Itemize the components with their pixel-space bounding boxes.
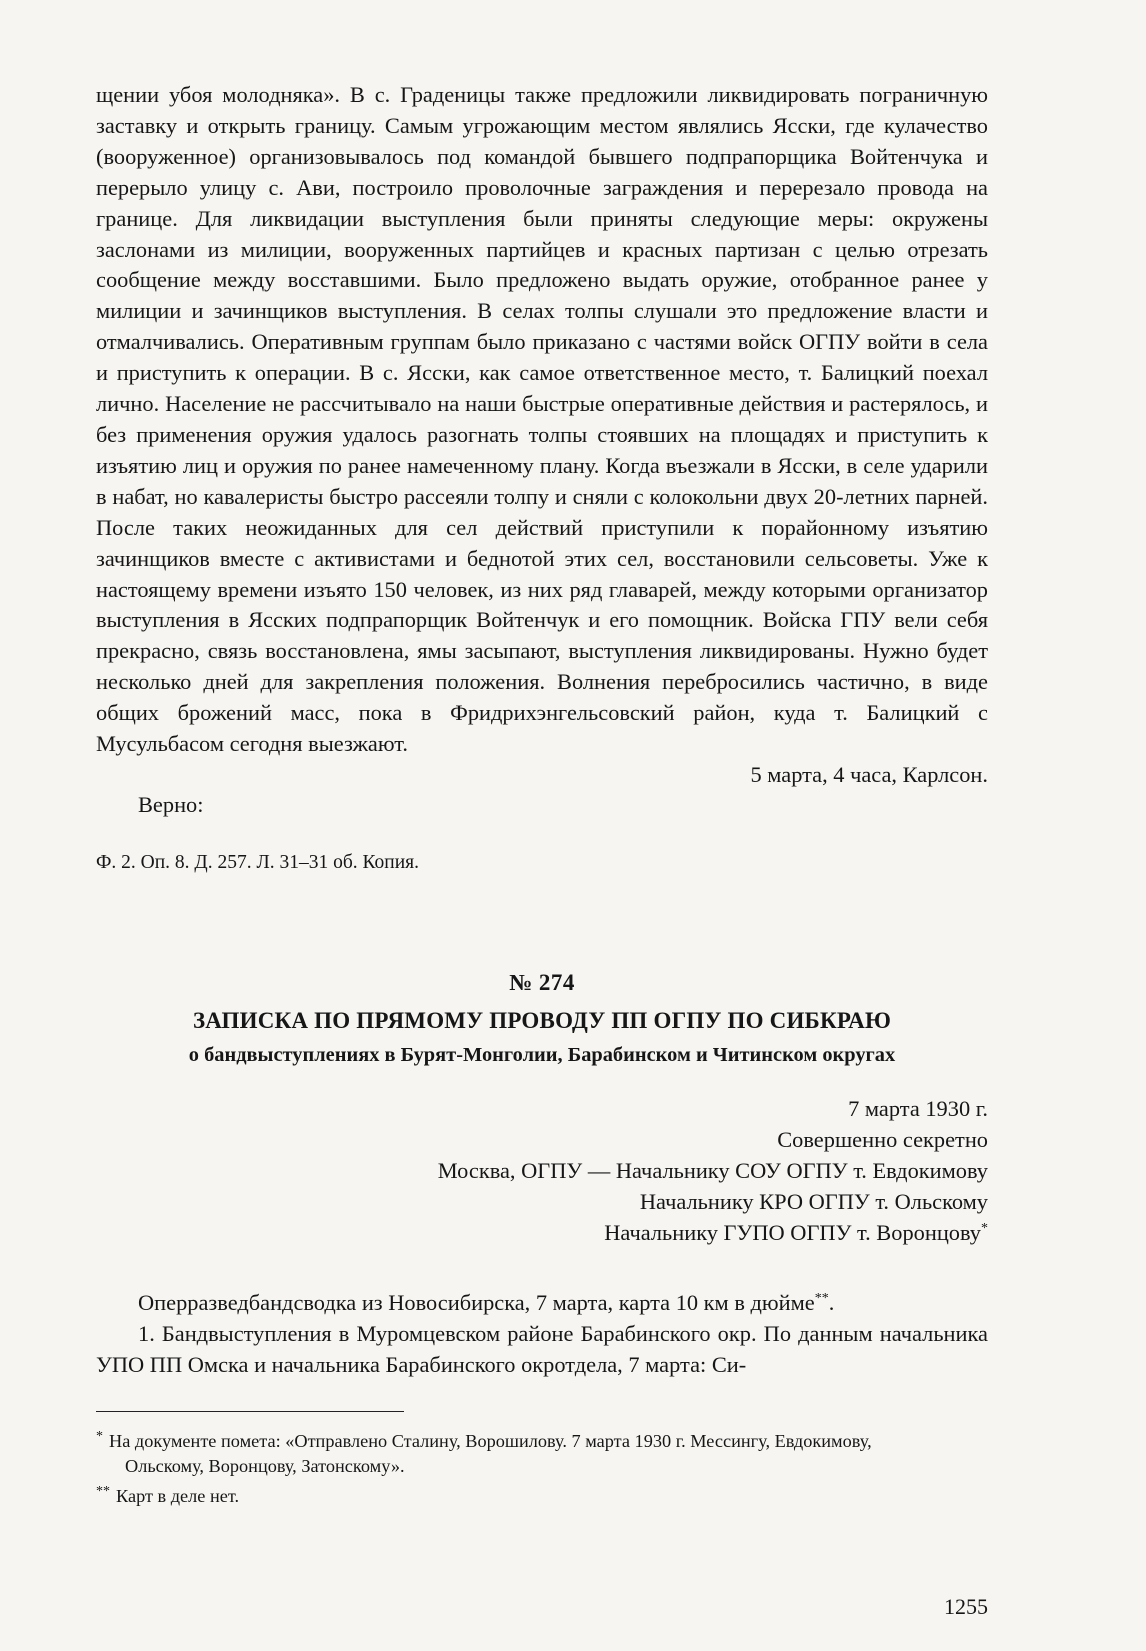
- addressee-line-3: [96, 1217, 988, 1248]
- document-subtitle: о бандвыступлениях в Бурят-Монголии, Барабинском и Читинском округах: [188, 1043, 896, 1066]
- footnote-2-text: Карт в деле нет.: [116, 1485, 240, 1506]
- footnote-1-line-2: Ольскому, Воронцову, Затонскому».: [125, 1455, 405, 1476]
- footnote-1-line-1: На документе помета: «Отправлено Сталину, Ворошилову. 7 марта 1930 г. Мессингу, Евдокимову,: [109, 1430, 872, 1451]
- footnote-1: [96, 1424, 988, 1479]
- addressee-line-2: Начальнику КРО ОГПУ т. Ольскому: [639, 1188, 988, 1214]
- addressee-line-3-text: Начальнику ГУПО ОГПУ т. Воронцову: [604, 1219, 981, 1245]
- document-page: [96, 80, 988, 1620]
- footnote-2-mark: **: [96, 1483, 110, 1499]
- document-date: 7 марта 1930 г.: [848, 1095, 988, 1121]
- signoff-block: [96, 762, 988, 826]
- page-number: 1255: [944, 1594, 988, 1619]
- verified-label: Верно:: [138, 791, 204, 817]
- date-signature: 5 марта, 4 часа, Карлсон.: [750, 761, 988, 787]
- classification-label: Совершенно секретно: [777, 1126, 988, 1152]
- item-1-paragraph: 1. Бандвыступления в Муромцевском районе Барабинского окр. По данным начальника УПО ПП Омска и начальника Барабинского окротдела, 7 марта: Си-: [96, 1320, 988, 1377]
- document-header-meta: [96, 1093, 988, 1248]
- document-title: ЗАПИСКА ПО ПРЯМОМУ ПРОВОДУ ПП ОГПУ ПО СИБКРАЮ: [192, 1007, 892, 1033]
- body-paragraph: щении убоя молодняка». В с. Граденицы также предложили ликвидировать пограничную заставку и открыть границу. Самым угрожающим местом являлись Ясски, где кулачество (вооруженное) организовывалось под командой бывшего подпрапорщика Войтенчука и перерыло улицу с. Ави, построило проволочные заграждения и перерезало провода на границе. Для ликвидации выступления были приняты следующие меры: окружены заслонами из милиции, вооруженных партийцев и красных партизан с целью отрезать сообщение между восставшими. Было предложено выдать оружие, отобранное ранее у милиции и зачинщиков выступления. В селах толпы слушали это предложение власти и отмалчивались. Оперативным группам было приказано с частями войск ОГПУ войти в села и приступить к операции. В с. Ясски, как самое ответственное место, т. Балицкий поехал лично. Население не рассчитывало на наши быстрые оперативные действия и растерялось, и без применения оружия удалось разогнать толпы стоявших на площадях и приступить к изъятию лиц и оружия по ранее намеченному плану. Когда въезжали в Ясски, в селе ударили в набат, но кавалеристы быстро рассеяли толпу и сняли с колокольни двух 20-летних парней. После таких неожиданных для сел действий приступили к порайонному изъятию зачинщиков вместе с активистами и беднотой этих сел, восстановили сельсоветы. Уже к настоящему времени изъято 150 человек, из них ряд главарей, между которыми организатор выступления в Ясских подпрапорщик Войтенчук и его помощник. Войска ГПУ вели себя прекрасно, связь восстановлена, ямы засыпают, выступления ликвидированы. Нужно будет несколько дней для закрепления положения. Волнения перебросились частично, в виде общих брожений масс, пока в Фридрихэнгельсовский район, куда т. Балицкий с Мусульбасом сегодня выезжают.: [96, 82, 988, 757]
- footnote-divider: [96, 1411, 404, 1412]
- footnote-ref-2: **: [814, 1290, 829, 1306]
- intro-text: Оперразведбандсводка из Новосибирска, 7 марта, карта 10 км в дюйме: [138, 1289, 815, 1315]
- footnote-ref-1: *: [981, 1220, 988, 1236]
- document-number: № 274: [509, 969, 575, 995]
- footnote-2: [96, 1479, 988, 1509]
- archive-reference: Ф. 2. Оп. 8. Д. 257. Л. 31–31 об. Копия.: [96, 851, 419, 873]
- footnote-1-mark: *: [96, 1428, 103, 1444]
- intro-line: Оперразведбандсводка из Новосибирска, 7 марта, карта 10 км в дюйме**.: [138, 1289, 835, 1315]
- addressee-line-1: Москва, ОГПУ — Начальнику СОУ ОГПУ т. Евдокимову: [437, 1157, 988, 1183]
